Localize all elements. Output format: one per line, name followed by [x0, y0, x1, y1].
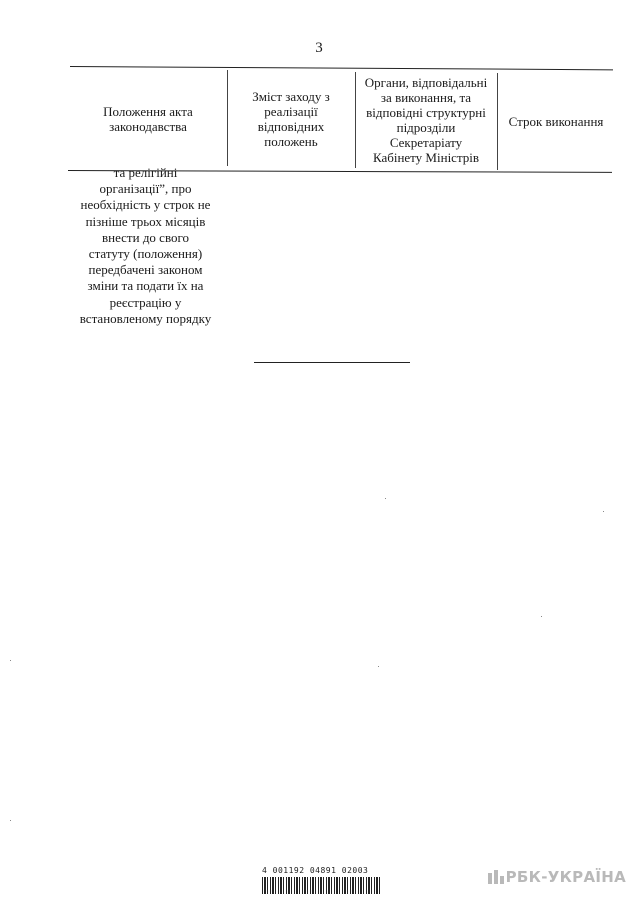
cell-line: статуту (положення) — [88, 246, 203, 262]
scan-speck — [385, 498, 386, 499]
barcode — [262, 866, 382, 896]
end-of-document-rule — [254, 362, 410, 363]
watermark — [488, 868, 626, 886]
cell-line: встановленому порядку — [79, 310, 212, 326]
header-line: Органи, відповідальні — [364, 75, 488, 90]
header-cell-measure — [228, 68, 354, 170]
cell-line: необхідність у строк не — [80, 197, 211, 213]
header-line: Положення акта — [103, 104, 193, 119]
header-line: Зміст заходу з — [252, 89, 330, 104]
scan-speck — [10, 660, 11, 661]
page-number: 3 — [315, 40, 323, 56]
header-line: положень — [264, 134, 318, 149]
cell-line: реєстрацію у — [109, 294, 182, 310]
row-cell-provision — [68, 165, 223, 327]
header-cell-responsible — [356, 68, 496, 172]
cell-line: передбачені законом — [88, 262, 203, 278]
cell-line: організації”, про — [99, 181, 192, 197]
header-line: Кабінету Міністрів — [372, 150, 480, 165]
header-line: відповідні структурні — [366, 105, 486, 120]
barcode-digits: 4 001192 04891 02003 — [262, 866, 369, 875]
scan-speck — [541, 616, 542, 617]
header-line: підрозділи — [396, 120, 456, 135]
watermark-text: РБК-УКРАЇНА — [505, 868, 626, 886]
header-line: законодавства — [109, 119, 187, 134]
header-cell-deadline — [498, 70, 614, 172]
header-line: Строк виконання — [508, 113, 604, 129]
scan-speck — [10, 820, 11, 821]
header-line: Секретаріату — [389, 135, 463, 150]
header-line: реалізації — [264, 104, 318, 119]
rbc-logo-icon — [488, 870, 504, 884]
cell-line: внести до свого — [101, 229, 190, 245]
header-cell-provision — [70, 68, 226, 170]
barcode-bars — [262, 877, 380, 894]
cell-line: зміни та подати їх на — [87, 278, 204, 294]
scan-speck — [603, 511, 604, 512]
cell-line: та релігійні — [113, 165, 178, 180]
scan-speck — [378, 666, 379, 667]
cell-line: пізніше трьох місяців — [85, 213, 206, 229]
header-line: за виконання, та — [380, 90, 472, 105]
header-line: відповідних — [257, 119, 325, 134]
